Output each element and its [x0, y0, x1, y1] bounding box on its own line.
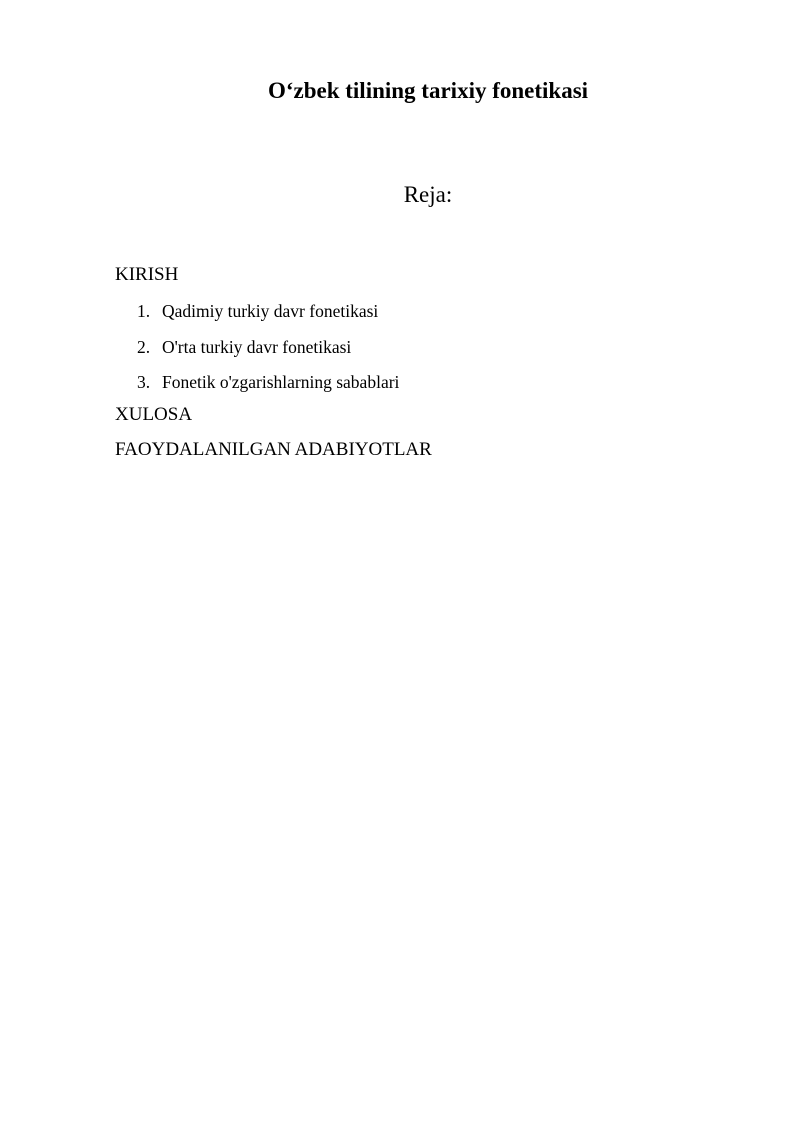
- intro-heading: KIRISH: [115, 264, 179, 285]
- plan-item-number: 3.: [137, 372, 151, 392]
- plan-item-text: O'rta turkiy davr fonetikasi: [162, 336, 352, 357]
- references-heading: FAOYDALANILGAN ADABIYOTLAR: [115, 439, 432, 460]
- plan-item-text: Qadimiy turkiy davr fonetikasi: [162, 301, 379, 321]
- document-title: O‘zbek tilining tarixiy fonetikasi: [267, 78, 589, 103]
- plan-heading: Reja:: [403, 182, 453, 207]
- plan-item-number: 2.: [137, 336, 151, 357]
- plan-item-number: 1.: [137, 301, 151, 321]
- conclusion-heading: XULOSA: [115, 404, 193, 425]
- plan-item-text: Fonetik o'zgarishlarning sabablari: [162, 372, 400, 392]
